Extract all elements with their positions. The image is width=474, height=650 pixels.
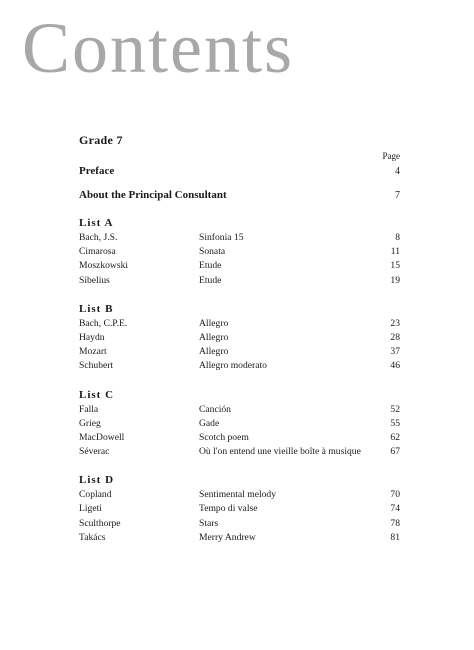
front-matter-page: 7 bbox=[395, 190, 400, 201]
contents-entry[interactable] bbox=[79, 403, 400, 417]
contents-entry[interactable] bbox=[79, 517, 400, 531]
contents-entry[interactable] bbox=[79, 345, 400, 359]
page-number: 55 bbox=[390, 417, 400, 429]
list-section bbox=[79, 388, 400, 460]
composer-name: Grieg bbox=[79, 417, 101, 429]
page-title: Contents bbox=[22, 8, 295, 88]
grade-heading: Grade 7 bbox=[79, 133, 123, 147]
contents-entry[interactable] bbox=[79, 502, 400, 516]
list-title: List C bbox=[79, 388, 115, 401]
contents-entry[interactable] bbox=[79, 259, 400, 273]
composer-name: Haydn bbox=[79, 331, 105, 343]
work-title: Merry Andrew bbox=[199, 531, 256, 543]
composer-name: Moszkowski bbox=[79, 260, 129, 272]
composer-name: Sculthorpe bbox=[79, 517, 121, 529]
front-matter-preface[interactable] bbox=[79, 164, 400, 178]
composer-name: Cimarosa bbox=[79, 246, 116, 258]
page-number: 11 bbox=[390, 246, 400, 258]
page-column-header: Page bbox=[382, 151, 400, 161]
front-matter-title: About the Principal Consultant bbox=[79, 189, 227, 201]
front-matter-about[interactable] bbox=[79, 188, 400, 202]
work-title: Etude bbox=[199, 274, 222, 286]
contents-entry[interactable] bbox=[79, 245, 400, 259]
composer-name: Mozart bbox=[79, 346, 107, 358]
composer-name: Bach, J.S. bbox=[79, 232, 118, 243]
page-number: 23 bbox=[390, 317, 400, 329]
composer-name: Sibelius bbox=[79, 274, 110, 286]
list-section bbox=[79, 216, 400, 288]
list-title: List D bbox=[79, 474, 115, 487]
page-number: 52 bbox=[390, 403, 400, 415]
contents-entry[interactable] bbox=[79, 231, 400, 245]
work-title: Allegro bbox=[199, 331, 229, 343]
composer-name: Falla bbox=[79, 403, 99, 415]
composer-name: Bach, C.P.E. bbox=[79, 317, 128, 329]
work-title: Sentimental melody bbox=[199, 489, 277, 501]
page-number: 8 bbox=[395, 232, 400, 243]
page-number: 62 bbox=[390, 431, 400, 443]
page-number: 19 bbox=[390, 274, 400, 286]
composer-name: Takács bbox=[79, 531, 106, 543]
page-number: 37 bbox=[390, 346, 400, 358]
page-number: 28 bbox=[390, 331, 400, 343]
contents-entry[interactable] bbox=[79, 488, 400, 502]
contents-body bbox=[79, 132, 400, 545]
contents-entry[interactable] bbox=[79, 531, 400, 545]
list-section bbox=[79, 473, 400, 545]
work-title: Allegro moderato bbox=[199, 360, 267, 372]
contents-entry[interactable] bbox=[79, 331, 400, 345]
work-title: Gade bbox=[199, 417, 220, 429]
contents-entry[interactable] bbox=[79, 445, 400, 459]
list-section bbox=[79, 302, 400, 374]
work-title: Canción bbox=[199, 403, 231, 415]
front-matter-page: 4 bbox=[395, 166, 400, 177]
page-number: 70 bbox=[390, 489, 400, 501]
page-number: 78 bbox=[390, 517, 400, 529]
work-title: Où l'on entend une vieille boîte à musique bbox=[199, 446, 361, 458]
work-title: Etude bbox=[199, 260, 222, 272]
work-title: Sonata bbox=[199, 246, 226, 258]
lists-container bbox=[79, 216, 400, 545]
contents-entry[interactable] bbox=[79, 317, 400, 331]
page-number: 15 bbox=[390, 260, 400, 272]
composer-name: Séverac bbox=[79, 446, 110, 458]
work-title: Allegro bbox=[199, 346, 229, 358]
composer-name: Schubert bbox=[79, 360, 114, 372]
work-title: Sinfonia 15 bbox=[199, 232, 244, 243]
work-title: Allegro bbox=[199, 317, 229, 329]
contents-entry[interactable] bbox=[79, 359, 400, 373]
composer-name: Ligeti bbox=[79, 503, 102, 515]
page-number: 74 bbox=[390, 503, 400, 515]
composer-name: Copland bbox=[79, 489, 112, 501]
page-number: 46 bbox=[390, 360, 400, 372]
work-title: Stars bbox=[199, 517, 219, 529]
composer-name: MacDowell bbox=[79, 431, 125, 443]
page-number: 81 bbox=[390, 531, 400, 543]
page-number: 67 bbox=[390, 446, 400, 458]
list-title: List B bbox=[79, 302, 114, 315]
list-title: List A bbox=[79, 217, 114, 229]
front-matter-title: Preface bbox=[79, 165, 115, 177]
contents-entry[interactable] bbox=[79, 274, 400, 288]
work-title: Scotch poem bbox=[199, 431, 249, 443]
work-title: Tempo di valse bbox=[199, 503, 258, 515]
contents-entry[interactable] bbox=[79, 417, 400, 431]
contents-entry[interactable] bbox=[79, 431, 400, 445]
